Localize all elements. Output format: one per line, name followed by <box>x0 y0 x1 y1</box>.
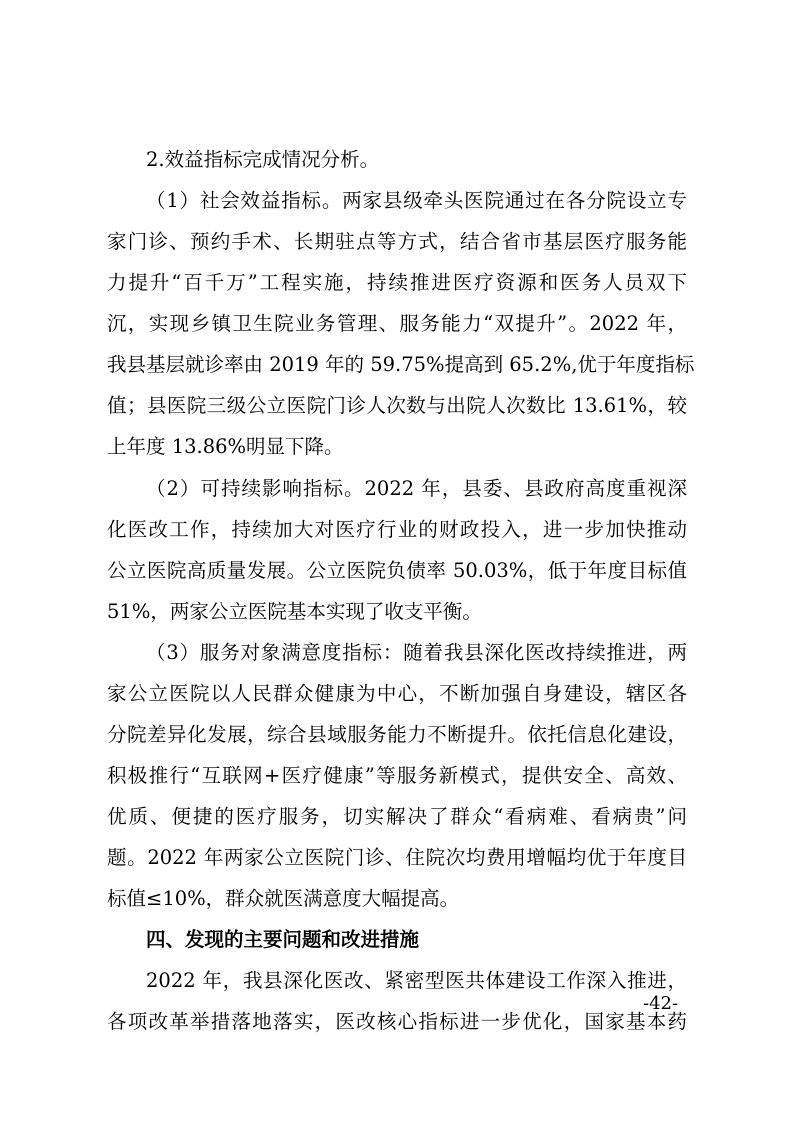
para3-line-1: （3）服务对象满意度指标：随着我县深化医改持续推进，两 <box>146 641 687 664</box>
para3-line-2: 家公立医院以人民群众健康为中心，不断加强自身建设，辖区各 <box>107 682 687 705</box>
para3-line-7: 标值≤10%，群众就医满意度大幅提高。 <box>107 887 460 910</box>
para1-line-2: 家门诊、预约手术、长期驻点等方式，结合省市基层医疗服务能 <box>107 230 687 253</box>
para3-line-4: 积极推行“互联网+医疗健康”等服务新模式，提供安全、高效、 <box>107 764 687 787</box>
para3-line-6: 题。2022 年两家公立医院门诊、住院次均费用增幅均优于年度目 <box>107 846 687 869</box>
para1-line-7: 上年度 13.86%明显下降。 <box>107 435 344 458</box>
para2-line-4: 51%，两家公立医院基本实现了收支平衡。 <box>107 600 482 623</box>
para1-line-1: （1）社会效益指标。两家县级牵头医院通过在各分院设立专 <box>146 189 687 212</box>
para1-line-4: 沉，实现乡镇卫生院业务管理、服务能力“双提升”。2022 年， <box>107 312 687 335</box>
para4-line-2: 各项改革举措落地落实，医改核心指标进一步优化，国家基本药 <box>107 1010 687 1033</box>
page-number: -42- <box>643 993 679 1014</box>
para1-line-5: 我县基层就诊率由 2019 年的 59.75%提高到 65.2%,优于年度指标 <box>107 353 695 376</box>
para2-line-1: （2）可持续影响指标。2022 年，县委、县政府高度重视深 <box>146 477 687 500</box>
para3-line-3: 分院差异化发展，综合县域服务能力不断提升。依托信息化建设， <box>107 723 687 746</box>
section-heading-4: 四、发现的主要问题和改进措施 <box>146 928 420 951</box>
para1-line-3: 力提升“百千万”工程实施，持续推进医疗资源和医务人员双下 <box>107 271 687 294</box>
para1-line-6: 值；县医院三级公立医院门诊人次数与出院人次数比 13.61%，较 <box>107 394 687 417</box>
para4-line-1: 2022 年，我县深化医改、紧密型医共体建设工作深入推进， <box>146 969 687 992</box>
para2-line-2: 化医改工作，持续加大对医疗行业的财政投入，进一步加快推动 <box>107 518 687 541</box>
section-heading: 2.效益指标完成情况分析。 <box>146 148 380 171</box>
para2-line-3: 公立医院高质量发展。公立医院负债率 50.03%，低于年度目标值 <box>107 559 687 582</box>
para3-line-5: 优质、便捷的医疗服务，切实解决了群众“看病难、看病贵”问 <box>107 805 687 828</box>
